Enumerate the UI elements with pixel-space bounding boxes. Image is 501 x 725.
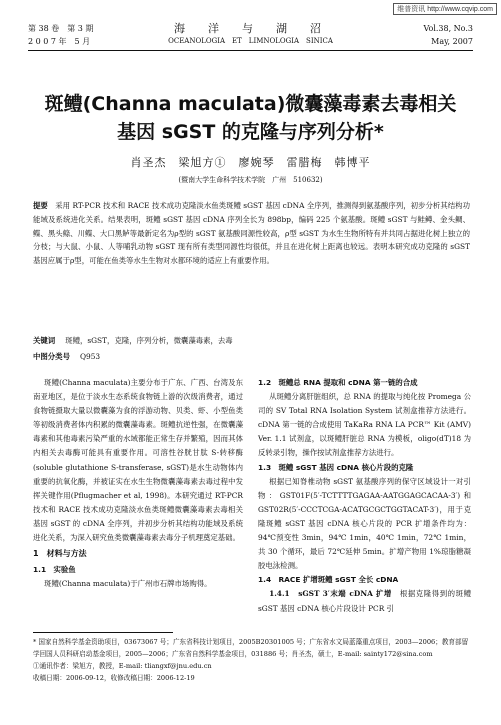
footnote-funding: * 国家自然科学基金资助项目，03673067 号；广东省科技计划项目，2005B20301005 号；广东省水文局蓝藻重点项目，2003—2006；教育部留学回国人员科研启动基金项目，2005—2006；广东省自然科学基金项目，031886 号；肖圣杰，硕士，E-mail: sainty172@sina.com bbox=[33, 638, 469, 658]
section-1-4-1-body: 根据克隆得到的斑鳢 sGST 基因 cDNA 核心片段设计 PCR 引 bbox=[258, 589, 471, 613]
right-column bbox=[258, 376, 471, 616]
volume-cn: 第 38 卷 第 3 期 bbox=[28, 24, 94, 33]
section-heading-1-2: 1.2 斑鳢总 RNA 提取和 cDNA 第一链的合成 bbox=[258, 378, 418, 387]
abstract bbox=[33, 199, 470, 268]
date-cn: 2 0 0 7 年 5 月 bbox=[28, 37, 91, 46]
journal-name-en: OCEANOLOGIA ET LIMNOLOGIA SINICA bbox=[168, 37, 333, 45]
keywords-text: 斑鳢，sGST，克隆，序列分析，微囊藻毒素，去毒 bbox=[65, 336, 233, 345]
paper-title bbox=[20, 90, 481, 146]
title-line-1: 斑鳢(Channa maculata)微囊藻毒素去毒相关 bbox=[44, 93, 457, 115]
classification-text: Q953 bbox=[79, 352, 101, 361]
section-1-3-text: 根据已知脊椎动物 sGST 氨基酸序列的保守区域设计一对引物：GST01F(5′-TCTTTTGAGAA-AATGGAGCACAA-3′)和 GST02R(5′-CCCTCGA-ACATGCGCTGGTACAT-3′)，用于克隆斑鳢 sGST 基因 cDNA 核心片段的 PCR 扩增条件均为：94℃预变性 3min，94℃ 1min，40℃ 1min，72℃ 1min，共 30 个循环，最后 72℃延伸 5min。扩增产物用 1%琼脂糖凝胶电泳检测。 bbox=[258, 476, 471, 571]
section-heading-1-1: 1.1 实验鱼 bbox=[33, 565, 76, 575]
watermark: 维普资讯 http://www.cqvip.com bbox=[393, 3, 497, 15]
keywords bbox=[33, 335, 233, 346]
intro-paragraph: 斑鳢(Channa maculata)主要分布于广东、广西、台湾及东南亚地区，是位于淡水生态系统食物链上游的次级消费者，通过食物链摄取大量以微囊藻为食的浮游动物、贝类、虾、小型鱼类等初级消费者体内积累的微囊藻毒素。斑鳢抗逆性强，在微囊藻毒素和其他毒素污染严重的水域都能正常生存并繁殖，因而其体内相关去毒酶可能具有重要作用。可溶性谷胱甘肽 S-转移酶(soluble glutathione S-transferase, sGST)是水生动物体内重要的抗氧化酶，并被证实在水生生物微囊藻毒素去毒过程中发挥关键作用(Pflugmacher et al, 1998)。本研究通过 RT-PCR 技术和 RACE 技术成功克隆淡水鱼类斑鳢微囊藻毒素去毒相关基因 sGST 的 cDNA 全序列，并初步分析其结构功能域及系统进化关系，为深入研究鱼类微囊藻毒素去毒分子机理奠定基础。 bbox=[33, 378, 243, 543]
date-en: May, 2007 bbox=[431, 37, 473, 46]
section-heading-1-4-1: 1.4.1 sGST 3′末端 cDNA 扩增 bbox=[269, 589, 392, 599]
footnote-corresponding: ①通讯作者：梁旭方，教授，E-mail: tliangxf@jnu.edu.cn bbox=[33, 662, 212, 670]
classification bbox=[33, 351, 100, 362]
volume-en: Vol.38, No.3 bbox=[423, 24, 473, 33]
classification-label: 中图分类号 bbox=[33, 352, 70, 361]
journal-name-cn: 海 洋 与 湖 沼 bbox=[174, 22, 327, 35]
footnote-dates: 收稿日期：2006-09-12，收修改稿日期：2006-12-19 bbox=[33, 674, 195, 682]
section-1-1-text: 斑鳢(Channa maculata)于广州市石牌市场购得。 bbox=[44, 579, 212, 589]
abstract-text: 采用 RT-PCR 技术和 RACE 技术成功克隆淡水鱼类斑鳢 sGST 基因 cDNA 全序列，推测得到氨基酸序列，初步分析其结构功能域及系统进化关系。结果表明，斑鳢 sGST 基因 cDNA 序列全长为 898bp，编码 225 个氨基酸。斑鳢 sGST 与鲑鳟、金头鲷、鲽、黑头鲦、川鲽、大口黑鲈等最新定名为ρ型的 sGST 氨基酸同源性较高，ρ型 sGST 为水生生物所特有并共同占据进化树上独立的分枝；与大鼠、小鼠、人等哺乳动物 sGST 现有所有类型同源性均很低，并且在进化树上距离也较远。表明本研究成功克隆的 sGST 基因应属于ρ型，可能在鱼类等水生生物对水都环境的适应上有重要作用。 bbox=[33, 201, 470, 266]
section-heading-1: 1 材料与方法 bbox=[33, 549, 87, 559]
footnote-rule bbox=[33, 632, 173, 633]
left-column bbox=[33, 376, 243, 591]
section-1-4-1-text bbox=[258, 587, 471, 615]
section-1-2-text: 从斑鳢分离肝脏组织，总 RNA 的提取与纯化按 Promega 公司的 SV Total RNA Isolation System 试剂盒推荐方法进行。cDNA 第一链的合成使用 TaKaRa RNA LA PCR™ Kit (AMV) Ver. 1.1 试剂盒，以斑鳢肝脏总 RNA 为模板，oligo(dT)18 为反转录引物，操作按试剂盒推荐方法进行。 bbox=[258, 392, 471, 458]
section-heading-1-3: 1.3 斑鳢 sGST 基因 cDNA 核心片段的克隆 bbox=[258, 462, 414, 472]
keywords-label: 关键词 bbox=[33, 336, 56, 345]
abstract-label: 提要 bbox=[33, 201, 48, 210]
section-heading-1-4: 1.4 RACE 扩增斑鳢 sGST 全长 cDNA bbox=[258, 575, 399, 585]
footnotes bbox=[33, 632, 470, 684]
title-line-2: 基因 sGST 的克隆与序列分析* bbox=[117, 121, 384, 143]
authors: 肖圣杰 梁旭方① 廖婉琴 雷腊梅 韩博平 bbox=[130, 156, 371, 169]
affiliation: (暨南大学生命科学技术学院 广州 510632) bbox=[178, 176, 323, 184]
header-rule bbox=[28, 50, 473, 51]
